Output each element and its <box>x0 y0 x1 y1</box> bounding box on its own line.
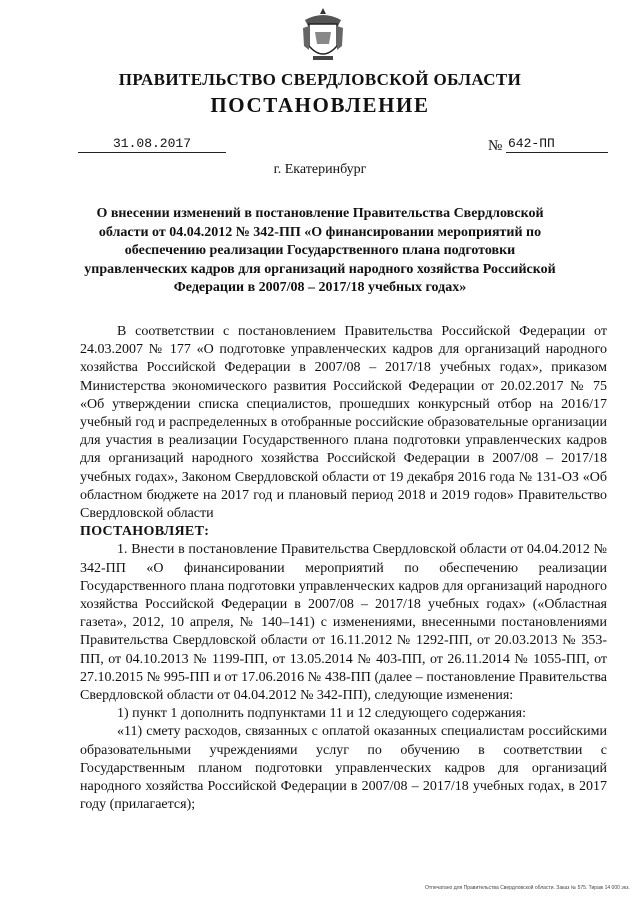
preamble-paragraph: В соответствии с постановлением Правительства Российской Федерации от 24.03.2007 № 177 «О подготовке управленческих кадров для организаций народного хозяйства Российской Федерации в 2007/08 – 2017/18 учебных годах», приказом Министерства экономического развития Российской Федерации от 20.02.2017 № 75 «Об утверждении списка специалистов, прошедших конкурсный отбор на 2016/17 учебный год и распределенных в отобранные российские образовательные организации для участия в реализации Государственного плана подготовки управленческих кадров для организаций народного хозяйства Российской Федерации в 2007/08 – 2017/18 учебных годах», Законом Свердловской области от 19 декабря 2016 года № 131-ОЗ «Об областном бюджете на 2017 год и плановый период 2018 и 2019 годов» Правительство Свердловской области <box>80 324 607 522</box>
number-sign: № <box>488 138 503 154</box>
decides-heading: ПОСТАНОВЛЯЕТ: <box>80 524 210 540</box>
city: г. Екатеринбург <box>273 162 367 177</box>
document-type: ПОСТАНОВЛЕНИЕ <box>210 93 430 117</box>
document-body <box>80 323 607 814</box>
document-title: О внесении изменений в постановление Правительства Свердловской области от 04.04.2012 № 342-ПП «О финансировании мероприятий по обеспечению реализации Государственного плана подготовки управленческих кадров для организаций народного хозяйства Российской Федерации в 2007/08 – 2017/18 учебных годах» <box>84 206 556 295</box>
subitem-1-paragraph: 1) пункт 1 дополнить подпунктами 11 и 12 следующего содержания: <box>117 706 526 722</box>
decree-number: 642-ПП <box>506 136 608 153</box>
item-1-paragraph: 1. Внести в постановление Правительства Свердловской области от 04.04.2012 № 342-ПП «О финансировании мероприятий по обеспечению реализации Государственного плана подготовки управленческих кадров для организаций народного хозяйства Российской Федерации в 2007/08 – 2017/18 учебных годах» («Областная газета», 2012, 10 апреля, № 140–141) с изменениями, внесенными постановлениями Правительства Свердловской области от 16.11.2012 № 1292-ПП, от 20.03.2013 № 353-ПП, от 04.10.2013 № 1199-ПП, от 13.05.2014 № 403-ПП, от 26.11.2014 № 1055-ПП, от 27.10.2015 № 995-ПП и от 17.06.2016 № 438-ПП (далее – постановление Правительства Свердловской области от 04.04.2012 № 342-ПП), следующие изменения: <box>80 542 607 704</box>
print-footer: Отпечатано для Правительства Свердловской области. Заказ № 575. Тираж 14 000 экз. <box>425 885 630 891</box>
subitem-11-paragraph: «11) смету расходов, связанных с оплатой оказанных специалистам российскими образовательными учреждениями услуг по обучению в соответствии с Государственным планом подготовки управленческих кадров для организаций народного хозяйства Российской Федерации в 2007/08 – 2017/18 учебных годах, в 2017 году (прилагается); <box>80 724 607 813</box>
decree-date: 31.08.2017 <box>78 136 226 153</box>
government-name: ПРАВИТЕЛЬСТВО СВЕРДЛОВСКОЙ ОБЛАСТИ <box>118 70 522 89</box>
coat-of-arms-emblem <box>301 6 345 66</box>
